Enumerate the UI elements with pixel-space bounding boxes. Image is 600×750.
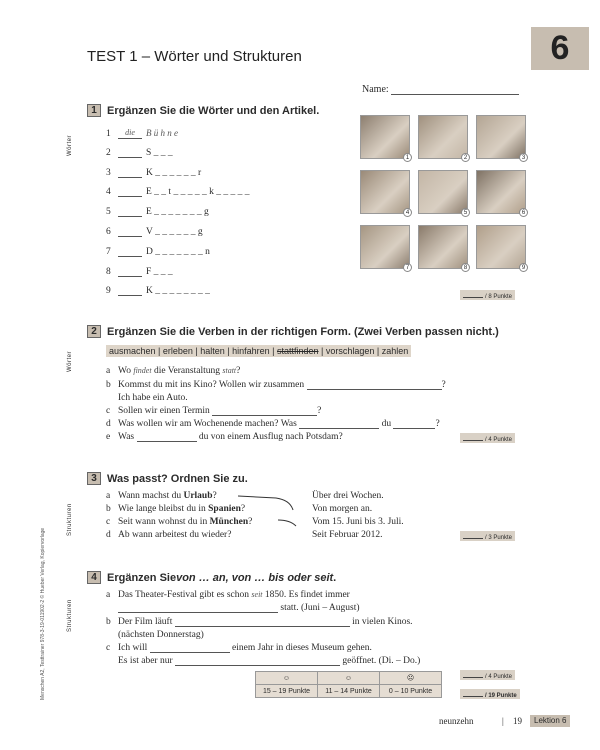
photo-number: 9 <box>519 263 528 272</box>
photo-1 <box>360 115 410 159</box>
word-item: 3 K _ _ _ _ _ _ r <box>106 167 202 178</box>
face-sad-icon: ☹ <box>380 672 442 685</box>
handwritten-answer: findet <box>133 366 152 375</box>
answer-blank[interactable] <box>175 626 350 627</box>
match-question: b Wie lange bleibst du in Spanien? <box>106 504 246 514</box>
name-field[interactable] <box>362 84 519 95</box>
article-blank[interactable] <box>118 236 142 237</box>
word-box-item: halten <box>200 346 225 356</box>
s4-item-b-line2: (nächsten Donnerstag) <box>118 630 204 640</box>
match-question: c Seit wann wohnst du in München? <box>106 517 253 527</box>
imprint-text: Menschen A2, Testtrainer 978-3-19-011902-2 © Hueber Verlag, Kopiervorlage <box>40 527 46 700</box>
name-blank[interactable] <box>391 94 519 95</box>
photo-7 <box>360 225 410 269</box>
handwritten-answer: seit <box>251 590 263 599</box>
photo-4 <box>360 170 410 214</box>
score-blank[interactable] <box>463 690 483 697</box>
match-line-a <box>238 496 293 510</box>
word-item: 1 die B ü h n e <box>106 128 178 139</box>
s4-item-c-line2: Es ist aber nur geöffnet. (Di. – Do.) <box>118 656 421 666</box>
article-blank[interactable] <box>118 157 142 158</box>
word-item: 2 S _ _ _ <box>106 147 173 158</box>
s2-item-b-line2: Ich habe ein Auto. <box>118 393 188 403</box>
page-title: TEST 1 – Wörter und Strukturen <box>87 48 302 65</box>
photo-8 <box>418 225 468 269</box>
photo-number: 7 <box>403 263 412 272</box>
word-box-item: erleben <box>162 346 193 356</box>
s4-item-a-line2: statt. (Juni – August) <box>118 603 360 613</box>
section2-heading-text: Ergänzen Sie die Verben in der richtigen Form. (Zwei Verben passen nicht.) <box>107 325 499 338</box>
s2-item-d: d Was wollen wir am Wochenende machen? Was du ? <box>106 419 440 429</box>
score-blank[interactable] <box>463 434 483 441</box>
match-answer: Seit Februar 2012. <box>312 530 383 540</box>
section3-score: / 3 Punkte <box>460 531 515 541</box>
rating-table <box>255 671 442 698</box>
section3-heading-text: Was passt? Ordnen Sie zu. <box>107 472 248 485</box>
section2-heading <box>87 325 499 338</box>
word-item: 4 E _ _ t _ _ _ _ _ k _ _ _ _ _ <box>106 187 250 198</box>
section4-score: / 4 Punkte <box>460 670 515 680</box>
footer-lesson: Lektion 6 <box>530 715 570 727</box>
match-answer: Von morgen an. <box>312 504 373 514</box>
photo-number: 4 <box>403 208 412 217</box>
s4-item-b: b Der Film läuft in vielen Kinos. <box>106 617 413 627</box>
score-blank[interactable] <box>463 671 483 678</box>
score-blank[interactable] <box>463 532 483 539</box>
section1-heading <box>87 104 319 117</box>
answer-blank[interactable] <box>393 428 435 429</box>
photo-number: 3 <box>519 153 528 162</box>
footer-separator: | <box>502 716 504 726</box>
name-label: Name: <box>362 84 389 95</box>
photo-2 <box>418 115 468 159</box>
word-box-item: ausmachen <box>109 346 156 356</box>
photo-number: 8 <box>461 263 470 272</box>
answer-blank[interactable] <box>118 612 278 613</box>
footer-page-number: 19 <box>513 716 522 726</box>
match-line-c <box>278 520 296 526</box>
s2-item-c: c Sollen wir einen Termin ? <box>106 406 322 416</box>
section4-heading: 4 Ergänzen Sie von … an, von … bis oder seit . <box>87 571 336 584</box>
score-blank[interactable] <box>463 291 483 298</box>
rating-range: 0 – 10 Punkte <box>380 685 442 698</box>
answer-blank[interactable] <box>299 428 379 429</box>
article-blank[interactable]: die <box>118 128 142 139</box>
answer-blank[interactable] <box>137 441 197 442</box>
photo-number: 5 <box>461 208 470 217</box>
face-happy-icon: ☺ <box>256 672 318 685</box>
match-answer: Über drei Wochen. <box>312 491 384 501</box>
s2-item-b: b Kommst du mit ins Kino? Wollen wir zusammen ? <box>106 380 446 390</box>
answer-blank[interactable] <box>307 389 442 390</box>
word-item: 7 D _ _ _ _ _ _ _ n <box>106 246 210 257</box>
s4-item-c: c Ich will einem Jahr in dieses Museum gehen. <box>106 643 372 653</box>
article-blank[interactable] <box>118 177 142 178</box>
s4-item-a: a Das Theater-Festival gibt es schon seit 1850. Es findet immer <box>106 590 350 600</box>
article-blank[interactable] <box>118 295 142 296</box>
section3-side-label: Strukturen <box>67 503 73 536</box>
rating-range: 15 – 19 Punkte <box>256 685 318 698</box>
word-item: 6 V _ _ _ _ _ _ g <box>106 227 203 237</box>
photo-number: 2 <box>461 153 470 162</box>
section4-side-label: Strukturen <box>67 599 73 632</box>
s2-item-e: e Was du von einem Ausflug nach Potsdam? <box>106 432 343 442</box>
match-question: d Ab wann arbeitest du wieder? <box>106 530 232 540</box>
lesson-number-tab: 6 <box>531 27 589 70</box>
word-item: 8 F _ _ _ <box>106 266 173 277</box>
s2-item-a: a Wo findet die Veranstaltung statt? <box>106 366 241 376</box>
rating-range: 11 – 14 Punkte <box>318 685 380 698</box>
photo-number: 1 <box>403 153 412 162</box>
rating-ranges-row <box>256 685 442 698</box>
word-box: ausmachen | erleben | halten | hinfahren | stattfinden | vorschlagen | zahlen <box>106 345 411 357</box>
section3-number: 3 <box>87 472 101 485</box>
section1-number: 1 <box>87 104 101 117</box>
section2-side-label: Wörter <box>67 351 73 372</box>
photo-number: 6 <box>519 208 528 217</box>
photo-5 <box>418 170 468 214</box>
face-neutral-icon: ☺ <box>318 672 380 685</box>
answer-blank[interactable] <box>150 652 230 653</box>
section4-number: 4 <box>87 571 101 584</box>
word-item: 5 E _ _ _ _ _ _ _ g <box>106 207 209 218</box>
answer-blank[interactable] <box>212 415 317 416</box>
article-blank[interactable] <box>118 216 142 217</box>
match-answer: Vom 15. Juni bis 3. Juli. <box>312 517 404 527</box>
photo-9 <box>476 225 526 269</box>
section1-heading-text: Ergänzen Sie die Wörter und den Artikel. <box>107 104 320 117</box>
match-question: a Wann machst du Urlaub? <box>106 491 217 501</box>
photo-6 <box>476 170 526 214</box>
section1-side-label: Wörter <box>67 135 73 156</box>
article-blank[interactable] <box>118 276 142 277</box>
article-blank[interactable] <box>118 256 142 257</box>
word-box-item: vorschlagen <box>325 346 375 356</box>
total-score: / 19 Punkte <box>460 689 520 699</box>
word-box-item: stattfinden <box>277 346 319 356</box>
section2-number: 2 <box>87 325 101 338</box>
section3-heading <box>87 472 248 485</box>
word-box-item: zahlen <box>381 346 409 356</box>
photo-3 <box>476 115 526 159</box>
word-box-item: hinfahren <box>232 346 270 356</box>
match-lines <box>230 490 320 530</box>
section1-score: / 8 Punkte <box>460 290 515 300</box>
footer-page-word: neunzehn <box>439 716 474 726</box>
section2-score: / 4 Punkte <box>460 433 515 443</box>
article-blank[interactable] <box>118 196 142 197</box>
word-item: 9 K _ _ _ _ _ _ _ _ <box>106 286 210 297</box>
rating-faces-row <box>256 672 442 685</box>
answer-blank[interactable] <box>175 665 340 666</box>
